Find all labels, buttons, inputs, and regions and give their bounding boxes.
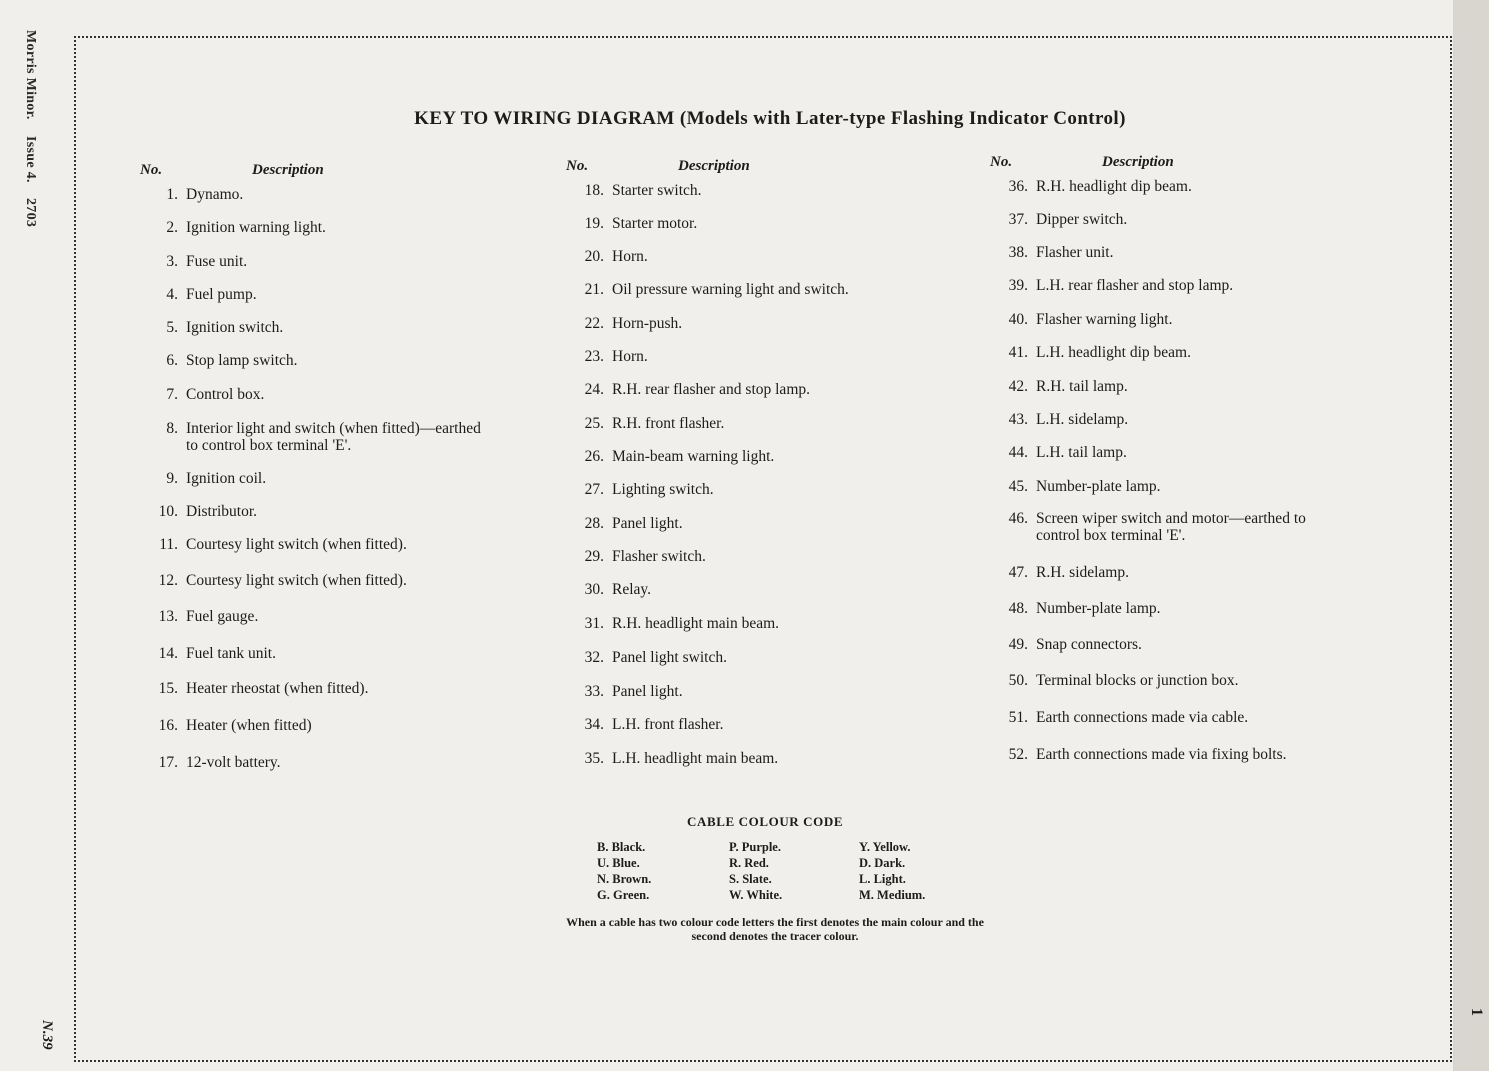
item-description: Horn. [612,348,648,365]
header-no: No. [990,154,1013,170]
item-number: 10. [158,503,178,520]
item-number: 44. [1008,444,1028,461]
item-description: Ignition switch. [186,319,284,336]
list-item [990,600,1161,617]
item-description: Stop lamp switch. [186,352,298,369]
item-description: Starter motor. [612,215,698,232]
item-number: 47. [1008,564,1028,581]
list-item [990,311,1172,328]
list-item [990,672,1239,689]
colour-code-entry: G. Green. [597,888,650,902]
list-item [566,448,774,465]
item-number: 21. [584,281,604,298]
list-item [990,244,1114,261]
list-item [566,381,810,398]
list-item [140,680,368,697]
item-number: 51. [1008,709,1028,726]
column-2 [566,158,966,767]
item-number: 35. [584,750,604,767]
item-description: R.H. headlight main beam. [612,615,780,632]
item-description: R.H. headlight dip beam. [1036,178,1192,195]
list-item [140,286,257,303]
item-number: 5. [166,319,178,336]
colour-code-entry: U. Blue. [597,856,640,870]
list-item [140,503,257,520]
item-description: Fuse unit. [186,253,248,270]
list-item [140,186,243,203]
item-description: L.H. rear flasher and stop lamp. [1036,277,1234,294]
item-description: L.H. tail lamp. [1036,444,1127,461]
list-item [140,754,281,771]
list-item [990,411,1128,428]
colour-code-entry: W. White. [729,888,783,902]
side-label-model: Morris Minor. [23,30,38,120]
list-item [566,683,683,700]
adjacent-page-mark: 1 [1468,1008,1485,1016]
column-3 [990,154,1410,763]
colour-code-entry: P. Purple. [729,840,781,854]
item-description: Flasher unit. [1036,244,1114,261]
colour-code-entry: B. Black. [597,840,646,854]
list-item [990,709,1248,726]
side-label-number: 2703 [23,198,38,228]
column-1 [140,162,550,771]
item-description: Ignition coil. [186,470,267,487]
side-label-issue: Issue 4. [23,135,38,183]
item-number: 41. [1008,344,1028,361]
item-description: 12-volt battery. [186,754,281,771]
colour-code-entry: M. Medium. [859,888,926,902]
item-number: 6. [166,352,178,369]
list-item [566,281,849,298]
item-number: 22. [584,315,604,332]
list-item [566,248,648,265]
colour-code-entry: S. Slate. [729,872,772,886]
item-number: 18. [584,182,604,199]
item-description: Fuel gauge. [186,608,259,625]
item-number: 1. [166,186,178,203]
item-number: 32. [584,649,604,666]
item-description: Earth connections made via fixing bolts. [1036,746,1287,763]
item-description: Oil pressure warning light and switch. [612,281,849,298]
item-number: 15. [158,680,178,697]
list-item [140,645,276,662]
item-number: 26. [584,448,604,465]
item-number: 24. [584,381,604,398]
header-no: No. [140,162,163,178]
list-item [140,319,283,336]
item-description: Courtesy light switch (when fitted). [186,572,407,589]
list-item [140,717,312,734]
list-item [990,478,1161,495]
header-no: No. [566,158,589,174]
list-item [140,352,298,369]
item-description: Heater rheostat (when fitted). [186,680,369,697]
list-item [566,716,723,733]
list-item [140,608,258,625]
item-description: R.H. sidelamp. [1036,564,1129,581]
page-title: KEY TO WIRING DIAGRAM (Models with Later-type Flashing Indicator Control) [414,108,1126,129]
list-item [990,211,1127,228]
item-description: Horn-push. [612,315,683,332]
item-description: L.H. sidelamp. [1036,411,1129,428]
item-description: Ignition warning light. [186,219,326,236]
item-description: Terminal blocks or junction box. [1036,672,1239,689]
item-number: 12. [158,572,178,589]
item-description: Interior light and switch (when fitted)—earthed to control box terminal 'E'. [186,420,481,454]
list-item [566,481,714,498]
item-description: Screen wiper switch and motor—earthed to control box terminal 'E'. [1036,510,1306,544]
item-description: Panel light switch. [612,649,727,666]
item-description: Number-plate lamp. [1036,478,1161,495]
list-item [140,219,326,236]
list-item [566,348,648,365]
item-description: Fuel pump. [186,286,257,303]
list-item [990,178,1192,195]
list-item [566,182,702,199]
item-description: Control box. [186,386,265,403]
item-number: 19. [584,215,604,232]
list-item [566,215,697,232]
item-description: Heater (when fitted) [186,717,312,734]
item-description: Dynamo. [186,186,244,203]
item-description: L.H. headlight dip beam. [1036,344,1191,361]
item-number: 11. [159,536,178,553]
list-item [140,536,407,553]
item-number: 45. [1008,478,1028,495]
side-label [22,30,38,239]
column-3-header [990,154,1410,176]
list-item [990,444,1127,461]
list-item [566,515,683,532]
item-number: 8. [166,420,178,437]
item-description: Main-beam warning light. [612,448,775,465]
item-number: 46. [1008,510,1028,527]
item-number: 33. [584,683,604,700]
item-number: 23. [584,348,604,365]
adjacent-page-edge [1453,0,1489,1071]
list-item [566,615,779,632]
item-description: Snap connectors. [1036,636,1142,653]
item-description: Distributor. [186,503,258,520]
item-number: 9. [166,470,178,487]
item-number: 48. [1008,600,1028,617]
item-number: 25. [584,415,604,432]
item-number: 39. [1008,277,1028,294]
list-item [566,415,724,432]
cable-colour-code-note: When a cable has two colour code letters the first denotes the main colour and the second denotes the tracer colour. [566,915,984,943]
item-description: Number-plate lamp. [1036,600,1161,617]
list-item [140,253,247,270]
colour-code-entry: D. Dark. [859,856,906,870]
item-description: R.H. rear flasher and stop lamp. [612,381,810,398]
list-item [566,315,682,332]
list-item [990,746,1287,763]
item-number: 27. [584,481,604,498]
list-item [566,750,778,767]
list-item [566,649,727,666]
item-number: 20. [584,248,604,265]
item-description: Courtesy light switch (when fitted). [186,536,407,553]
list-item [990,564,1129,581]
item-number: 37. [1008,211,1028,228]
item-description: R.H. front flasher. [612,415,725,432]
item-number: 29. [584,548,604,565]
item-description: Panel light. [612,683,683,700]
list-item [566,548,706,565]
header-description: Description [678,158,750,174]
cable-colour-code-title: CABLE COLOUR CODE [687,814,844,829]
item-number: 17. [158,754,178,771]
colour-code-entry: N. Brown. [597,872,652,886]
item-number: 40. [1008,311,1028,328]
item-description: Lighting switch. [612,481,714,498]
item-number: 13. [158,608,178,625]
item-number: 38. [1008,244,1028,261]
item-description: L.H. headlight main beam. [612,750,779,767]
colour-code-entry: R. Red. [729,856,769,870]
item-description: Horn. [612,248,648,265]
item-number: 3. [166,253,178,270]
page-number: N.39 [39,1020,55,1050]
list-item [990,510,1306,544]
item-number: 30. [584,581,604,598]
list-item [140,572,407,589]
list-item [140,420,481,454]
item-description: Fuel tank unit. [186,645,276,662]
item-number: 42. [1008,378,1028,395]
list-item [140,386,264,403]
item-number: 28. [584,515,604,532]
column-1-header [140,162,550,184]
item-description: Dipper switch. [1036,211,1128,228]
header-description: Description [1102,154,1174,170]
list-item [140,470,266,487]
item-description: Flasher switch. [612,548,706,565]
item-description: L.H. front flasher. [612,716,724,733]
cable-colour-code-grid [597,840,989,903]
colour-code-entry: L. Light. [859,872,906,886]
item-number: 7. [166,386,178,403]
item-number: 49. [1008,636,1028,653]
colour-code-entry: Y. Yellow. [859,840,911,854]
item-description: Panel light. [612,515,683,532]
list-item [990,378,1128,395]
item-number: 2. [166,219,178,236]
item-description: Starter switch. [612,182,702,199]
item-number: 52. [1008,746,1028,763]
item-number: 31. [584,615,604,632]
list-item [990,636,1142,653]
item-number: 43. [1008,411,1028,428]
item-number: 16. [158,717,178,734]
list-item [990,344,1191,361]
column-2-header [566,158,966,180]
item-number: 36. [1008,178,1028,195]
item-number: 50. [1008,672,1028,689]
item-number: 14. [158,645,178,662]
list-item [990,277,1233,294]
header-description: Description [252,162,324,178]
list-item [566,581,651,598]
item-description: R.H. tail lamp. [1036,378,1128,395]
item-description: Relay. [612,581,652,598]
item-description: Earth connections made via cable. [1036,709,1249,726]
item-number: 4. [166,286,178,303]
item-description: Flasher warning light. [1036,311,1173,328]
item-number: 34. [584,716,604,733]
